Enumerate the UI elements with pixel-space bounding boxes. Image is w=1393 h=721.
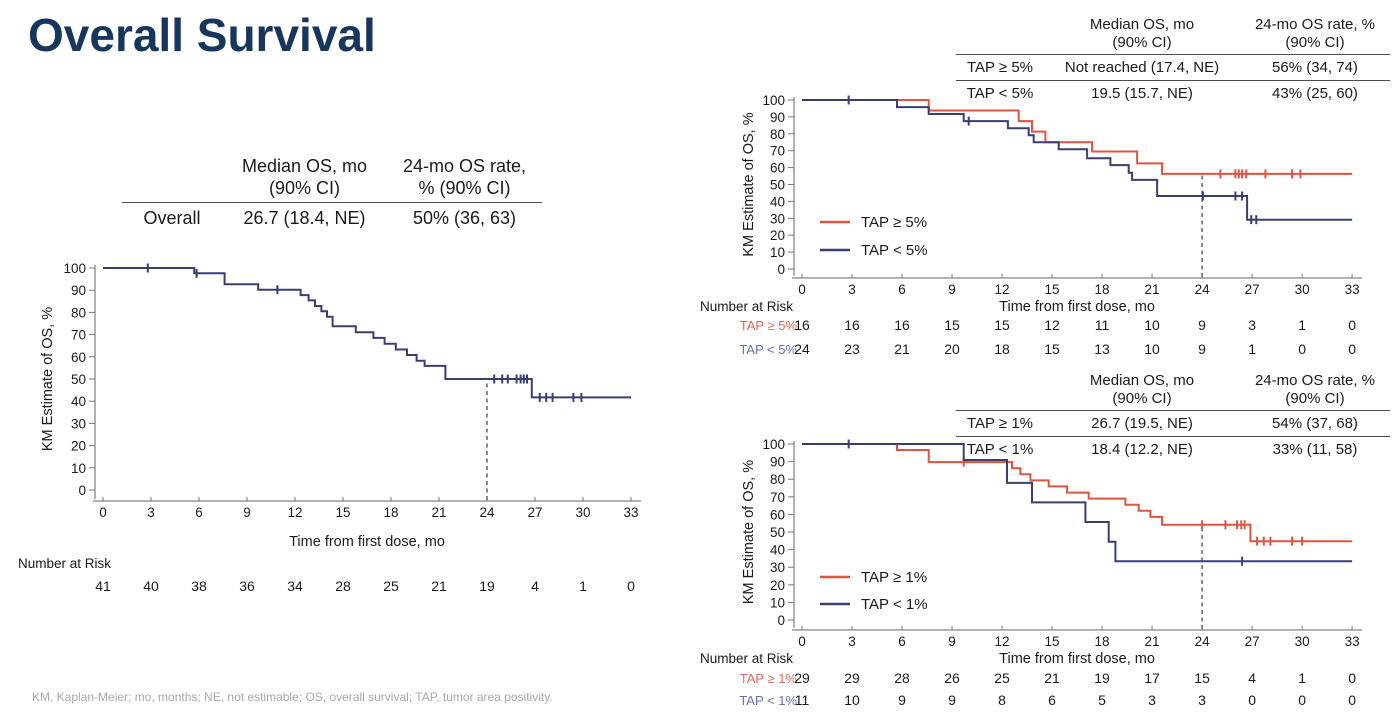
- x-tick-label: 21: [1144, 282, 1160, 297]
- x-tick-label: 6: [898, 282, 906, 297]
- at-risk-value: 15: [1044, 341, 1060, 357]
- summary-table-row: [956, 411, 1390, 437]
- at-risk-value: 19: [479, 578, 495, 594]
- x-tick-label: 9: [948, 282, 956, 297]
- censor-ticks: [849, 96, 1257, 225]
- at-risk-title: Number at Risk: [18, 556, 112, 571]
- x-tick-label: 3: [848, 282, 856, 297]
- at-risk-value: 25: [383, 578, 399, 594]
- y-tick-label: 50: [769, 177, 785, 193]
- at-risk-value: 0: [1348, 341, 1357, 357]
- at-risk-value: 3: [1148, 692, 1156, 708]
- summary-table: [956, 16, 1390, 105]
- summary-cell: TAP < 5%: [966, 84, 1034, 102]
- at-risk-value: 0: [1298, 692, 1306, 708]
- x-tick-label: 15: [335, 505, 351, 520]
- summary-cell: 19.5 (15.7, NE): [1091, 84, 1193, 102]
- x-tick-label: 0: [99, 505, 107, 520]
- x-tick-label: 33: [623, 505, 639, 520]
- y-axis-title: KM Estimate of OS, %: [40, 306, 56, 452]
- x-tick-label: 12: [287, 505, 303, 520]
- y-tick-label: 60: [769, 507, 785, 523]
- x-tick-label: 15: [1044, 634, 1060, 649]
- at-risk-title: Number at Risk: [700, 299, 794, 314]
- x-tick-label: 9: [948, 634, 956, 649]
- at-risk-value: 12: [1044, 317, 1060, 333]
- at-risk-value: 0: [1348, 670, 1357, 686]
- at-risk-value: 29: [794, 670, 810, 686]
- at-risk-value: 1: [579, 578, 587, 594]
- at-risk-value: 10: [1144, 317, 1160, 333]
- at-risk-value: 15: [994, 317, 1010, 333]
- y-tick-label: 10: [70, 460, 86, 476]
- axes: [741, 93, 1362, 315]
- y-axis-title: KM Estimate of OS, %: [741, 459, 757, 605]
- x-tick-label: 24: [479, 505, 495, 520]
- summary-table-header-row: [122, 155, 542, 203]
- y-tick-label: 20: [769, 577, 785, 593]
- at-risk-value: 1: [1298, 317, 1306, 333]
- summary-cell: 26.7 (18.4, NE): [243, 208, 366, 228]
- at-risk-value: 13: [1094, 341, 1110, 357]
- y-tick-label: 10: [769, 245, 785, 261]
- km-chart-tap1: [700, 437, 1362, 708]
- summary-header-spacer: [956, 372, 1044, 411]
- y-tick-label: 80: [769, 472, 785, 488]
- at-risk-value: 8: [998, 692, 1006, 708]
- at-risk-value: 10: [1144, 341, 1160, 357]
- at-risk-value: 0: [1248, 692, 1256, 708]
- x-axis-title: Time from first dose, mo: [289, 534, 445, 550]
- at-risk-value: 24: [794, 341, 810, 357]
- x-tick-label: 18: [1094, 282, 1110, 297]
- x-tick-label: 27: [527, 505, 543, 520]
- x-tick-label: 15: [1044, 282, 1060, 297]
- summary-header-cell: Median OS, mo (90% CI): [222, 155, 387, 203]
- at-risk-value: 16: [894, 317, 910, 333]
- y-tick-label: 40: [769, 194, 785, 210]
- y-tick-label: 100: [63, 261, 86, 276]
- y-tick-label: 50: [70, 372, 86, 387]
- at-risk-value: 34: [287, 578, 303, 594]
- y-tick-label: 70: [70, 327, 86, 343]
- at-risk-value: 21: [894, 341, 910, 357]
- y-tick-label: 60: [70, 349, 86, 365]
- summary-cell: 50% (36, 63): [412, 208, 517, 228]
- x-tick-label: 3: [147, 505, 155, 520]
- at-risk-value: 19: [1094, 670, 1110, 686]
- y-tick-label: 0: [78, 483, 86, 498]
- summary-header-cell: Median OS, mo (90% CI): [1044, 16, 1240, 55]
- at-risk-value: 5: [1098, 692, 1106, 708]
- x-tick-label: 9: [243, 505, 251, 520]
- km-curve-Overall: [103, 268, 631, 397]
- at-risk-value: 0: [1348, 317, 1357, 333]
- y-tick-label: 100: [762, 437, 785, 452]
- at-risk-value: 16: [794, 317, 810, 333]
- x-tick-label: 30: [575, 505, 591, 520]
- x-tick-label: 21: [1144, 634, 1160, 649]
- x-tick-label: 6: [195, 505, 203, 520]
- summary-cell: 54% (37, 68): [1240, 411, 1390, 437]
- at-risk-value: 3: [1198, 692, 1206, 708]
- km-chart-overall: [18, 261, 641, 594]
- axes: [40, 261, 641, 550]
- summary-header-spacer: [122, 155, 222, 203]
- at-risk-value: 21: [1044, 670, 1060, 686]
- x-tick-label: 27: [1244, 282, 1260, 297]
- at-risk-value: 9: [1198, 317, 1206, 333]
- y-tick-label: 90: [769, 454, 785, 470]
- at-risk-value: 1: [1298, 670, 1306, 686]
- at-risk-row-label: TAP ≥ 1%: [739, 671, 797, 686]
- at-risk-value: 23: [844, 341, 860, 357]
- summary-cell: TAP ≥ 5%: [956, 55, 1044, 81]
- summary-table-row: [956, 80, 1390, 105]
- at-risk-value: 9: [898, 692, 906, 708]
- y-tick-label: 40: [70, 394, 86, 410]
- page-title: Overall Survival: [28, 9, 376, 61]
- at-risk-value: 4: [531, 578, 539, 594]
- x-tick-label: 18: [1094, 634, 1110, 649]
- y-tick-label: 90: [70, 283, 86, 299]
- summary-cell: 33% (11, 58): [1272, 440, 1358, 458]
- at-risk-value: 0: [627, 578, 635, 594]
- summary-table-row: [956, 436, 1390, 461]
- at-risk-value: 15: [1194, 670, 1210, 686]
- y-tick-label: 10: [769, 595, 785, 611]
- legend: [820, 569, 928, 613]
- summary-header-cell: Median OS, mo (90% CI): [1044, 372, 1240, 411]
- x-tick-label: 18: [383, 505, 399, 520]
- y-tick-label: 30: [769, 211, 785, 227]
- summary-header-spacer: [956, 16, 1044, 55]
- at-risk-value: 20: [944, 341, 960, 357]
- at-risk-value: 41: [95, 578, 111, 594]
- at-risk-value: 6: [1048, 692, 1056, 708]
- at-risk-value: 3: [1248, 317, 1256, 333]
- at-risk-value: 9: [948, 692, 956, 708]
- y-tick-label: 50: [769, 525, 785, 540]
- legend: [820, 214, 928, 259]
- at-risk-row-label: TAP < 1%: [739, 693, 797, 708]
- at-risk-table: [18, 556, 635, 594]
- x-tick-label: 24: [1194, 282, 1210, 297]
- at-risk-value: 11: [1094, 317, 1110, 333]
- y-tick-label: 70: [769, 143, 785, 159]
- y-tick-label: 80: [769, 126, 785, 142]
- legend-label: TAP ≥ 5%: [861, 214, 928, 231]
- y-tick-label: 70: [769, 489, 785, 505]
- summary-cell: Not reached (17.4, NE): [1044, 55, 1240, 81]
- summary-cell: Overall: [143, 208, 201, 228]
- at-risk-value: 21: [431, 578, 447, 594]
- summary-header-cell: 24-mo OS rate, % (90% CI): [1240, 372, 1390, 411]
- summary-cell: 56% (34, 74): [1240, 55, 1390, 81]
- y-tick-label: 90: [769, 109, 785, 125]
- km-curve-TAP < 5%: [802, 100, 1352, 220]
- x-tick-label: 3: [848, 634, 856, 649]
- tap5-summary-table: [956, 16, 1390, 105]
- summary-cell: TAP ≥ 1%: [956, 411, 1044, 437]
- at-risk-value: 4: [1248, 670, 1256, 686]
- x-tick-label: 30: [1294, 282, 1310, 297]
- x-tick-label: 21: [431, 505, 447, 520]
- x-axis-title: Time from first dose, mo: [999, 299, 1155, 315]
- at-risk-value: 11: [794, 692, 810, 708]
- at-risk-value: 28: [894, 670, 910, 686]
- at-risk-row-label: TAP ≥ 5%: [739, 318, 797, 333]
- overall-summary-table: [122, 155, 542, 232]
- at-risk-value: 28: [335, 578, 351, 594]
- at-risk-value: 18: [994, 341, 1010, 357]
- at-risk-value: 38: [191, 578, 207, 594]
- summary-table: [956, 372, 1390, 461]
- summary-table-row: [122, 203, 542, 233]
- y-tick-label: 20: [769, 228, 785, 244]
- y-tick-label: 30: [769, 560, 785, 576]
- y-tick-label: 30: [70, 416, 86, 432]
- x-tick-label: 12: [994, 282, 1010, 297]
- x-tick-label: 24: [1194, 634, 1210, 649]
- y-tick-label: 40: [769, 542, 785, 558]
- summary-header-cell: 24-mo OS rate, % (90% CI): [387, 155, 542, 203]
- at-risk-title: Number at Risk: [700, 651, 794, 666]
- at-risk-value: 16: [844, 317, 860, 333]
- at-risk-value: 17: [1144, 670, 1160, 686]
- summary-cell: TAP < 1%: [966, 440, 1034, 458]
- tap1-summary-table: [956, 372, 1390, 461]
- at-risk-value: 0: [1298, 341, 1306, 357]
- at-risk-value: 36: [239, 578, 255, 594]
- summary-table-header-row: [956, 372, 1390, 411]
- legend-label: TAP < 1%: [861, 596, 928, 613]
- at-risk-value: 0: [1348, 692, 1357, 708]
- km-curve-TAP ≥ 5%: [802, 100, 1352, 174]
- x-tick-label: 33: [1344, 634, 1360, 649]
- km-chart-tap5: [700, 93, 1362, 357]
- y-tick-label: 60: [769, 160, 785, 176]
- x-tick-label: 0: [798, 282, 806, 297]
- y-tick-label: 20: [70, 438, 86, 454]
- legend-label: TAP < 5%: [861, 242, 928, 259]
- at-risk-value: 15: [944, 317, 960, 333]
- at-risk-value: 40: [143, 578, 159, 594]
- summary-table-row: [956, 55, 1390, 81]
- summary-cell: 43% (25, 60): [1272, 84, 1358, 102]
- x-tick-label: 0: [798, 634, 806, 649]
- axes: [741, 437, 1362, 667]
- y-tick-label: 100: [762, 93, 785, 108]
- summary-table-header-row: [956, 16, 1390, 55]
- x-tick-label: 12: [994, 634, 1010, 649]
- summary-header-cell: 24-mo OS rate, % (90% CI): [1240, 16, 1390, 55]
- at-risk-value: 25: [994, 670, 1010, 686]
- y-tick-label: 0: [777, 613, 785, 628]
- legend-label: TAP ≥ 1%: [861, 569, 928, 586]
- summary-table: [122, 155, 542, 232]
- x-tick-label: 33: [1344, 282, 1360, 297]
- at-risk-value: 26: [944, 670, 960, 686]
- y-axis-title: KM Estimate of OS, %: [741, 112, 757, 257]
- x-tick-label: 6: [898, 634, 906, 649]
- at-risk-value: 9: [1198, 341, 1206, 357]
- summary-cell: 26.7 (19.5, NE): [1044, 411, 1240, 437]
- x-tick-label: 27: [1244, 634, 1260, 649]
- at-risk-value: 10: [844, 692, 860, 708]
- at-risk-value: 1: [1248, 341, 1256, 357]
- abbreviations-footnote: KM, Kaplan-Meier; mo, months; NE, not estimable; OS, overall survival; TAP, tumor area positivity.: [32, 690, 553, 704]
- at-risk-value: 29: [844, 670, 860, 686]
- y-tick-label: 80: [70, 305, 86, 321]
- y-tick-label: 0: [777, 262, 785, 277]
- summary-cell: 18.4 (12.2, NE): [1091, 440, 1193, 458]
- x-tick-label: 30: [1294, 634, 1310, 649]
- x-axis-title: Time from first dose, mo: [999, 651, 1155, 667]
- at-risk-row-label: TAP < 5%: [739, 342, 797, 357]
